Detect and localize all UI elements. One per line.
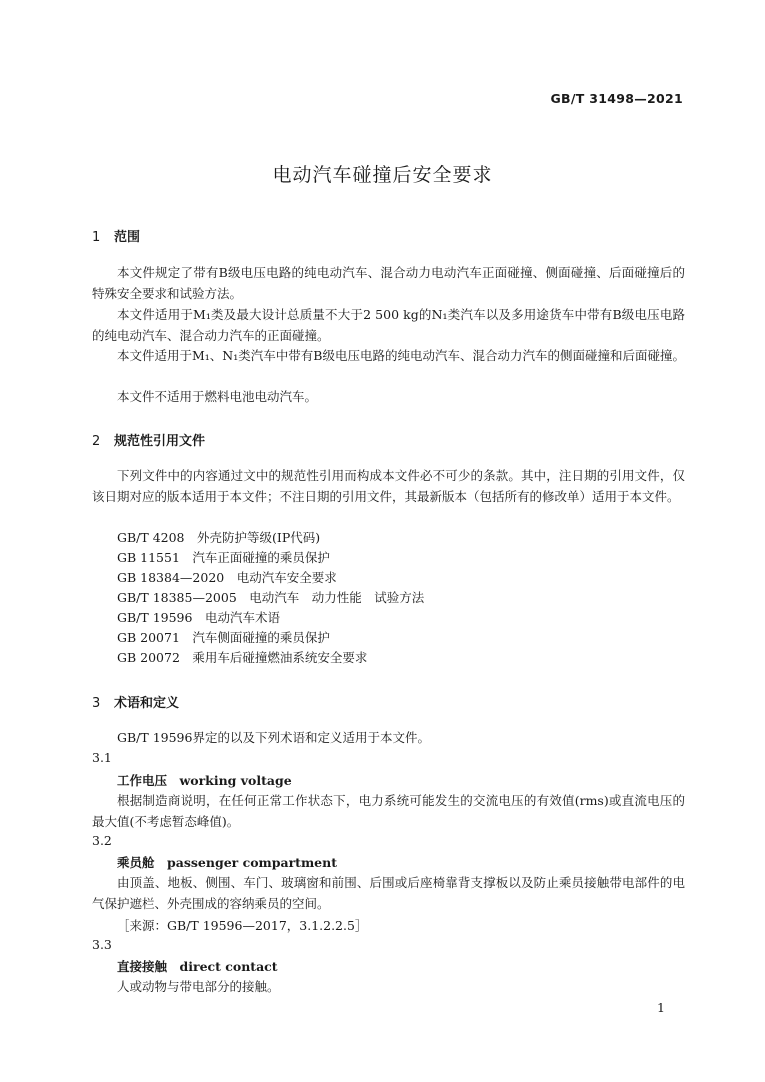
clause-number: 3.2 [92,833,112,848]
term-definition: 根据制造商说明，在任何正常工作状态下，电力系统可能发生的交流电压的有效值(rms)或直流电压的最大值(不考虑暂态峰值)。 [92,793,685,829]
paragraph: GB/T 19596界定的以及下列术语和定义适用于本文件。 [117,730,430,745]
section-title: 范围 [114,230,141,245]
reference-item: GB 18384—2020 电动汽车安全要求 [117,570,337,585]
paragraph: 本文件适用于M₁、N₁类汽车中带有B级电压电路的纯电动汽车、混合动力汽车的侧面碰撞和后面碰撞。 [117,348,685,363]
term-heading: 直接接触 direct contact [117,959,278,974]
reference-item: GB/T 18385—2005 电动汽车 动力性能 试验方法 [117,590,425,605]
section-heading-terms-definitions [92,692,179,711]
section-heading-scope [92,226,140,245]
section-heading-normative-references [92,430,205,449]
reference-item: GB/T 19596 电动汽车术语 [117,610,280,625]
term-definition: 由顶盖、地板、侧围、车门、玻璃窗和前围、后围或后座椅靠背支撑板以及防止乘员接触带电部件的电气保护遮栏、外壳围成的容纳乘员的空间。 [92,875,685,911]
term-source: ［来源：GB/T 19596—2017，3.1.2.2.5］ [117,918,368,933]
clause-number: 3.3 [92,937,112,952]
reference-item: GB 20072 乘用车后碰撞燃油系统安全要求 [117,650,368,665]
standard-code: GB/T 31498—2021 [550,91,683,106]
paragraph: 本文件规定了带有B级电压电路的纯电动汽车、混合动力电动汽车正面碰撞、侧面碰撞、后面碰撞后的特殊安全要求和试验方法。 [92,265,685,301]
section-number: 1 [92,230,101,245]
term-definition: 人或动物与带电部分的接触。 [117,979,280,994]
term-heading: 乘员舱 passenger compartment [117,855,338,870]
page-number: 1 [657,1000,665,1015]
section-number: 3 [92,696,101,711]
paragraph: 本文件不适用于燃料电池电动汽车。 [117,389,318,404]
term-heading: 工作电压 working voltage [117,773,292,788]
paragraph: 下列文件中的内容通过文中的规范性引用而构成本文件必不可少的条款。其中，注日期的引用文件，仅该日期对应的版本适用于本文件；不注日期的引用文件，其最新版本（包括所有的修改单）适用于本文件。 [92,468,685,504]
clause-number: 3.1 [92,750,112,765]
paragraph: 本文件适用于M₁类及最大设计总质量不大于2 500 kg的N₁类汽车以及多用途货车中带有B级电压电路的纯电动汽车、混合动力汽车的正面碰撞。 [92,307,685,343]
document-title: 电动汽车碰撞后安全要求 [272,164,493,186]
reference-item: GB 11551 汽车正面碰撞的乘员保护 [117,550,330,565]
section-title: 规范性引用文件 [114,434,206,449]
reference-item: GB/T 4208 外壳防护等级(IP代码) [117,530,321,545]
section-number: 2 [92,434,101,449]
section-title: 术语和定义 [114,696,180,711]
reference-item: GB 20071 汽车侧面碰撞的乘员保护 [117,630,330,645]
